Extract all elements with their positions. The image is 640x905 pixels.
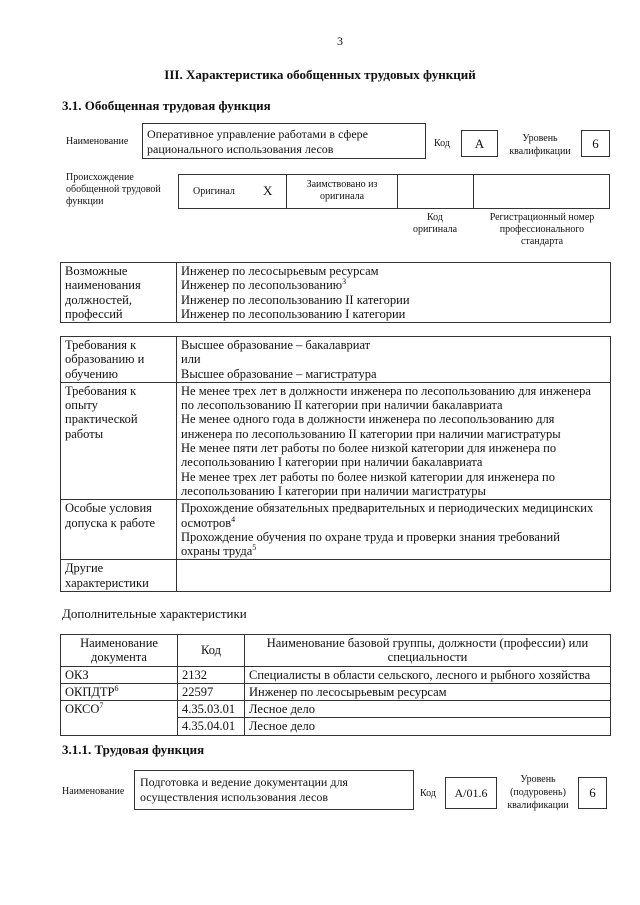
tf-name-line-1: Подготовка и ведение документации для (140, 775, 348, 789)
position-item: Инженер по лесопользованию I категории (181, 306, 406, 321)
origin-original-label: Оригинал (193, 186, 235, 197)
req-other-value (177, 560, 611, 592)
origin-borrowed-2: оригинала (319, 191, 365, 202)
subsection-title: 3.1. Обобщенная трудовая функция (62, 98, 271, 113)
req-value-line: Прохождение обязательных предварительных и периодических медицинских (181, 501, 594, 516)
extra-name-cell: Лесное дело (245, 718, 611, 735)
req-label-line: работы (65, 426, 104, 441)
positions-label-1: Возможные (65, 264, 128, 278)
tf-code-label: Код (420, 788, 436, 799)
gf-name-line-1: Оперативное управление работами в сфере (147, 127, 368, 141)
tf-title: 3.1.1. Трудовая функция (62, 742, 205, 757)
extra-code-cell: 22597 (178, 683, 245, 700)
extra-header-row (61, 635, 611, 667)
origin-label-2: обобщенной трудовой (66, 184, 161, 195)
origin-grid (178, 174, 610, 209)
req-value-line: по лесопользованию II категории при наличии бакалавриата (181, 398, 503, 413)
footnote-mark: 6 (114, 683, 119, 693)
tf-code-value: A/01.6 (445, 777, 497, 809)
extra-name-cell: Лесное дело (245, 701, 611, 718)
origin-divider-3 (473, 175, 474, 208)
extra-doc-text: ОКПДТР (65, 684, 115, 699)
extra-doc-text: ОКЗ (65, 667, 89, 682)
table-row (61, 683, 611, 700)
req-value-line: лесопользованию I категории при наличии бакалавриата (181, 455, 483, 470)
origin-label-1: Происхождение (66, 172, 134, 183)
origin-reg-caption-3: стандарта (520, 236, 564, 247)
gf-code-value: А (461, 130, 498, 157)
extra-header-name-text: Наименование базовой группы, должности (профессии) или специальности (266, 636, 589, 665)
footnote-mark: 3 (342, 277, 347, 287)
origin-original-mark: X (263, 183, 273, 198)
req-label-line: Другие (65, 561, 104, 576)
extra-doc-cell (61, 701, 178, 736)
req-value-text: охраны труда (181, 544, 253, 559)
extra-doc-text: ОКСО (65, 702, 100, 717)
section-title: III. Характеристика обобщенных трудовых функций (164, 67, 476, 82)
positions-label-3: должностей, (65, 292, 132, 307)
req-other-label (61, 560, 177, 592)
tf-level-label-3: квалификации (507, 800, 569, 811)
extra-doc-cell (61, 666, 178, 683)
table-row (61, 666, 611, 683)
req-label-line: допуска к работе (65, 515, 156, 530)
req-education-row (61, 337, 611, 383)
positions-label (61, 263, 177, 323)
tf-name-line-2: осуществления использования лесов (140, 790, 329, 804)
req-label-line: практической (65, 412, 138, 427)
req-admission-value (177, 500, 611, 560)
gf-level-label-2: квалификации (509, 146, 571, 157)
req-value-line: Не менее трех лет работы по более низкой категории для инженера по (181, 469, 555, 484)
extra-header-name (245, 635, 611, 667)
req-label-line: опыту (65, 398, 98, 413)
req-value-line: или (181, 352, 201, 367)
extra-name-cell: Специалисты в области сельского, лесного и рыбного хозяйства (245, 666, 611, 683)
origin-code-caption-2: оригинала (412, 224, 458, 235)
extra-code-cell: 4.35.04.01 (178, 718, 245, 735)
req-value-line: Не менее трех лет в должности инженера по лесопользованию для инженера (181, 383, 591, 398)
positions-label-4: профессий (65, 306, 123, 321)
origin-code-caption-1: Код (427, 212, 443, 223)
positions-label-2: наименования (65, 278, 141, 293)
req-education-value (177, 337, 611, 383)
gf-level-value: 6 (581, 130, 610, 157)
req-value-line (181, 544, 606, 558)
req-experience-label (61, 382, 177, 499)
footnote-mark: 4 (231, 514, 236, 524)
req-admission-row (61, 500, 611, 560)
gf-level-label-1: Уровень (522, 133, 558, 144)
extra-title: Дополнительные характеристики (62, 606, 247, 621)
req-label-line: характеристики (65, 575, 149, 590)
req-value-line: Высшее образование – бакалавриат (181, 338, 371, 352)
req-value-line: лесопользованию I категории при наличии магистратуры (181, 483, 486, 498)
footnote-mark: 7 (99, 701, 104, 711)
page-number: 3 (337, 34, 343, 48)
tf-name-label: Наименование (62, 786, 125, 797)
extra-code-cell: 4.35.03.01 (178, 701, 245, 718)
extra-code-cell: 2132 (178, 666, 245, 683)
requirements-table (60, 336, 611, 592)
req-label-line: обучению (65, 366, 118, 381)
req-label-line: Требования к (65, 383, 137, 398)
req-value-line (181, 516, 606, 530)
req-label-line: образованию и (65, 352, 145, 367)
extra-name-cell: Инженер по лесосырьевым ресурсам (245, 683, 611, 700)
positions-values (177, 263, 611, 323)
req-experience-row (61, 382, 611, 499)
table-row (61, 701, 611, 718)
extra-header-doc-text: Наименование документа (80, 636, 158, 665)
origin-reg-caption-1: Регистрационный номер (489, 212, 595, 223)
gf-name-box (142, 123, 426, 159)
origin-borrowed-1: Заимствовано из (306, 179, 378, 190)
extra-table (60, 634, 611, 736)
position-item (181, 278, 606, 292)
positions-table (60, 262, 611, 323)
tf-level-label-2: (подуровень) (510, 787, 566, 798)
positions-row (61, 263, 611, 323)
req-education-label (61, 337, 177, 383)
req-value-text: осмотров (181, 515, 232, 530)
req-label-line: Требования к (65, 338, 137, 352)
req-label-line: Особые условия (65, 501, 152, 516)
origin-divider-2 (397, 175, 398, 208)
origin-label-3: функции (66, 196, 104, 207)
position-item: Инженер по лесопользованию II категории (181, 292, 410, 307)
gf-code-label: Код (434, 138, 450, 149)
position-item: Инженер по лесосырьевым ресурсам (181, 264, 379, 278)
tf-name-box (134, 770, 414, 810)
req-value-line: Высшее образование – магистратура (181, 366, 377, 381)
gf-name-label: Наименование (66, 136, 129, 147)
req-value-line: инженера по лесопользованию II категории при наличии магистратуры (181, 426, 561, 441)
footnote-mark: 5 (252, 543, 257, 552)
tf-level-label-1: Уровень (520, 774, 556, 785)
req-other-row (61, 560, 611, 592)
extra-header-doc (61, 635, 178, 667)
req-value-line: Прохождение обучения по охране труда и проверки знания требований (181, 529, 560, 544)
req-value-line: Не менее одного года в должности инженера по лесопользованию для (181, 412, 555, 427)
req-experience-value (177, 382, 611, 499)
tf-level-value: 6 (578, 777, 607, 809)
origin-reg-caption-2: профессионального (499, 224, 585, 235)
req-admission-label (61, 500, 177, 560)
gf-name-line-2: рационального использования лесов (147, 142, 334, 156)
position-item-text: Инженер по лесопользованию (181, 278, 343, 293)
extra-doc-cell (61, 683, 178, 700)
req-value-line: Не менее пяти лет работы по более низкой категории для инженера по (181, 441, 557, 456)
extra-header-code: Код (178, 635, 245, 667)
